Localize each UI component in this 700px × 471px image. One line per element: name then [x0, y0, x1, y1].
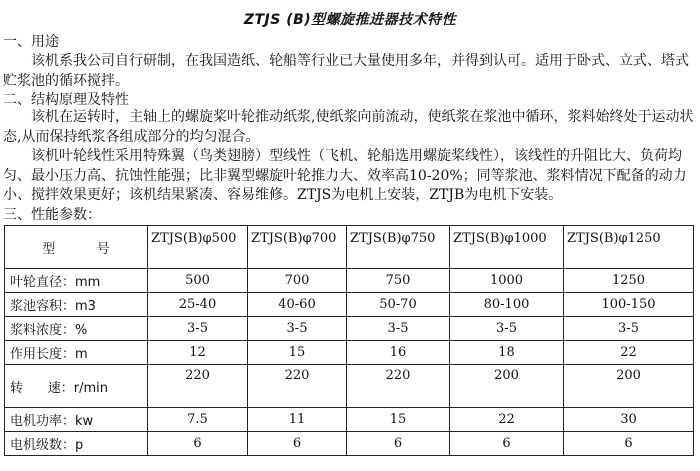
table-cell: 22	[564, 341, 694, 365]
table-cell: 15	[248, 341, 347, 365]
structure-paragraph-1: 该机在运转时，主轴上的螺旋桨叶轮推动纸浆,使纸浆向前流动，使纸浆在浆池中循环，浆料始终处于运动状态,从而保持纸浆各组成部分的均匀混合。	[3, 109, 694, 145]
table-cell: 50-70	[347, 293, 450, 317]
table-cell: 3-5	[564, 317, 694, 341]
row-label-cell	[5, 317, 148, 341]
table-cell: 11	[248, 408, 347, 432]
table-cell: 220	[347, 365, 450, 408]
row-unit: p	[75, 438, 84, 453]
table-cell: 15	[347, 408, 450, 432]
table-row	[5, 269, 694, 293]
header-model-2: ZTJS(B)φ750	[347, 226, 450, 269]
table-cell: 200	[450, 365, 564, 408]
row-label: 叶轮直径：	[10, 275, 76, 290]
row-unit: m	[75, 347, 88, 362]
table-cell: 6	[148, 432, 248, 456]
table-cell: 200	[564, 365, 694, 408]
header-model-label: 型 号	[5, 226, 148, 269]
row-label-cell	[5, 365, 148, 408]
table-cell: 100-150	[564, 293, 694, 317]
row-label-cell	[5, 293, 148, 317]
header-model-3: ZTJS(B)φ1000	[450, 226, 564, 269]
row-unit: m3	[75, 299, 96, 314]
row-label: 电机级数：	[10, 438, 76, 453]
table-cell: 6	[248, 432, 347, 456]
table-cell: 18	[450, 341, 564, 365]
row-unit: mm	[75, 275, 101, 290]
document-title: ZTJS (B)型螺旋推进器技术特性	[243, 12, 457, 28]
table-cell: 220	[148, 365, 248, 408]
row-unit: r/min	[73, 380, 109, 396]
row-label: 电机功率：	[10, 414, 76, 429]
table-cell: 40-60	[248, 293, 347, 317]
table-cell: 3-5	[248, 317, 347, 341]
header-model-0: ZTJS(B)φ500	[148, 226, 248, 269]
section-heading-structure: 二、结构原理及特性	[3, 92, 129, 108]
table-cell: 3-5	[347, 317, 450, 341]
table-cell: 1000	[450, 269, 564, 293]
performance-table	[4, 225, 694, 456]
row-label: 浆池容积：	[10, 299, 76, 314]
section-heading-params: 三、性能参数：	[3, 207, 101, 223]
table-row	[5, 341, 694, 365]
table-header-row	[5, 226, 694, 269]
row-unit: kw	[75, 414, 94, 429]
table-cell: 1250	[564, 269, 694, 293]
table-row	[5, 408, 694, 432]
header-model-1: ZTJS(B)φ700	[248, 226, 347, 269]
table-cell: 500	[148, 269, 248, 293]
table-cell: 6	[564, 432, 694, 456]
structure-paragraph-2: 该机叶轮线性采用特殊翼（鸟类翅膀）型线性（飞机、轮船选用螺旋桨线性），该线性的升阻比大、负荷均匀、最小压力高、抗蚀性能强；比非翼型螺旋叶轮推力大、效率高10-20%；同等浆池、浆料情况下配备的动力小、搅拌效果更好；该机结果紧凑、容易维修。ZTJS为电机上安装，ZTJB为电机下安装。	[3, 148, 687, 203]
table-cell: 6	[347, 432, 450, 456]
table-cell: 3-5	[148, 317, 248, 341]
table-row	[5, 293, 694, 317]
section-heading-usage: 一、用途	[3, 34, 59, 50]
table-row	[5, 365, 694, 408]
table-cell: 750	[347, 269, 450, 293]
row-unit: %	[75, 323, 88, 338]
table-cell: 25-40	[148, 293, 248, 317]
table-cell: 220	[248, 365, 347, 408]
row-label-cell	[5, 432, 148, 456]
usage-paragraph: 该机系我公司自行研制，在我国造纸、轮船等行业已大量使用多年，并得到认可。适用于卧式、立式、塔式贮浆池的循环搅拌。	[3, 53, 689, 89]
table-cell: 3-5	[450, 317, 564, 341]
row-label-cell	[5, 408, 148, 432]
row-label-cell	[5, 269, 148, 293]
table-cell: 80-100	[450, 293, 564, 317]
table-cell: 22	[450, 408, 564, 432]
table-cell: 700	[248, 269, 347, 293]
table-row	[5, 317, 694, 341]
row-label: 浆料浓度：	[10, 323, 76, 338]
row-label: 转 速：	[10, 380, 74, 396]
table-cell: 7.5	[148, 408, 248, 432]
table-cell: 30	[564, 408, 694, 432]
table-cell: 12	[148, 341, 248, 365]
table-cell: 6	[450, 432, 564, 456]
row-label-cell	[5, 341, 148, 365]
row-label: 作用长度：	[10, 347, 76, 362]
table-row	[5, 432, 694, 456]
header-model-4: ZTJS(B)φ1250	[564, 226, 694, 269]
table-cell: 16	[347, 341, 450, 365]
